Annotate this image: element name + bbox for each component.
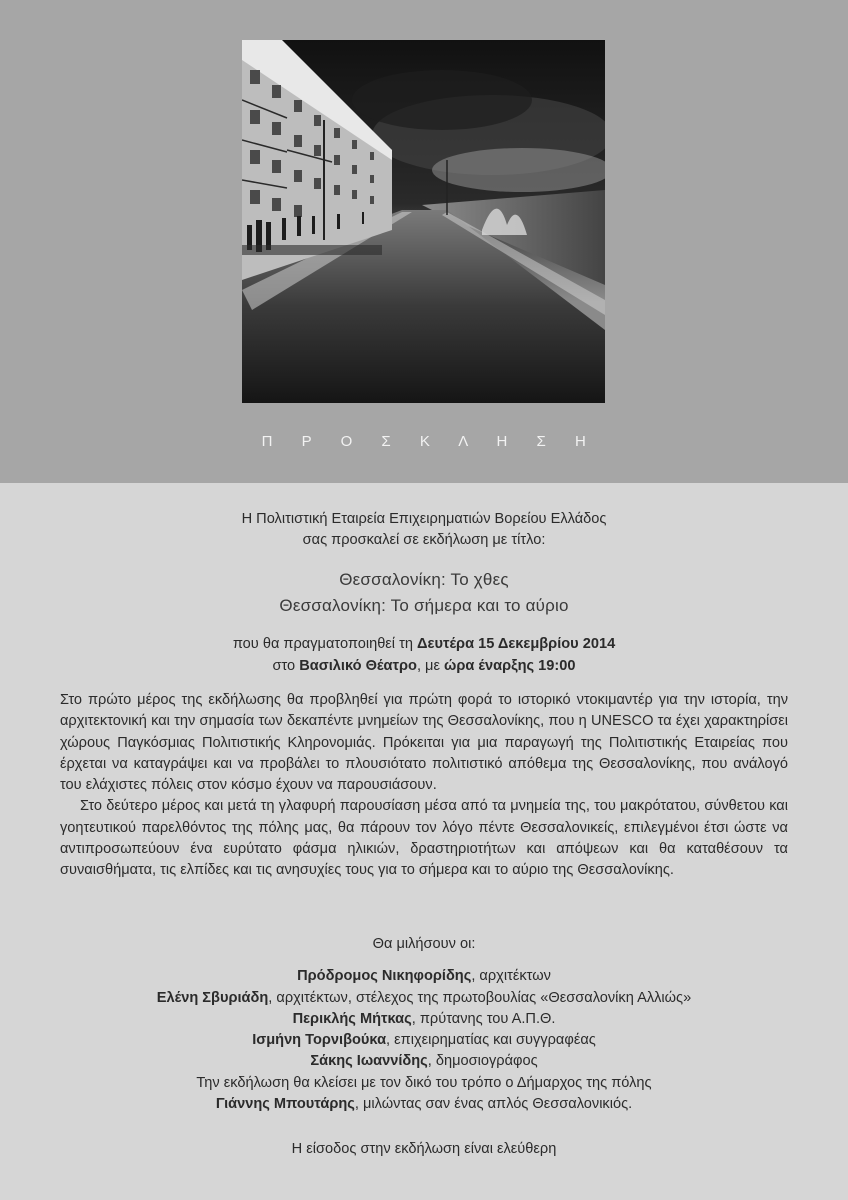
event-date-line xyxy=(0,633,848,655)
speaker-role: , αρχιτέκτων xyxy=(471,968,551,985)
speaker-name: Περικλής Μήτκας xyxy=(292,1010,412,1027)
header-band xyxy=(0,0,848,483)
invitation-body xyxy=(0,483,848,1200)
intro xyxy=(0,509,848,551)
speaker-name: Σάκης Ιωαννίδης xyxy=(310,1053,428,1070)
description-paragraph-2: Στο δεύτερο μέρος και μετά τη γλαφυρή παρουσίαση μέσα από τα μνημεία της, του μακρότατου, σύνθετου και γοητευτικού παρελθόντος της πόλης μας, θα πάρουν τον λόγο πέντε Θεσσαλονικείς, επιλεγμένοι έτσι ώστε να αντιπροσωπεύουν ένα ευρύτατο φάσμα ηλικιών, δραστηριοτήτων και απόψεων και θα καταθέσουν τα συναισθήματα, τις ελπίδες και τις ανησυχίες τους για το σήμερα και το αύριο της Θεσσαλονίκης. xyxy=(60,798,788,879)
closing-line: Την εκδήλωση θα κλείσει με τον δικό του τρόπο ο Δήμαρχος της πόλης xyxy=(196,1074,652,1091)
speaker-name: Ελένη Σβυριάδη xyxy=(156,989,269,1006)
mayor-name: Γιάννης Μπουτάρης xyxy=(215,1096,355,1113)
speaker-name: Πρόδρομος Νικηφορίδης xyxy=(297,968,472,985)
speaker-role: , αρχιτέκτων, στέλεχος της πρωτοβουλίας «Θεσσαλονίκη Αλλιώς» xyxy=(268,989,692,1006)
date-prefix: που θα πραγματοποιηθεί τη xyxy=(232,636,418,652)
event-title-1: Θεσσαλονίκη: Το χθες xyxy=(339,570,509,589)
event-venue-line xyxy=(0,655,848,677)
speaker-item xyxy=(0,1051,848,1072)
speaker-item xyxy=(0,966,848,987)
venue-prefix: στο xyxy=(272,658,300,674)
speakers xyxy=(0,934,848,1115)
event-when xyxy=(0,633,848,677)
description-paragraph-1: Στο πρώτο μέρος της εκδήλωσης θα προβληθεί για πρώτη φορά το ιστορικό ντοκιμαντέρ για την ιστορία, την αρχιτεκτονική και την σημασία των δεκαπέντε μνημείων της Θεσσαλονίκης, που η UNESCO τα έχει χαρακτηρίσει χώρους Παγκόσμιας Πολιτιστικής Κληρονομιάς. Πρόκειται για μια παραγωγή της Πολιτιστικής Εταιρείας που έρχεται να καταγράψει και να προβάλει το πλουσιότατο πολιτιστικό απόθεμα της Θεσσαλονίκης, που ανάλογό του ελάχιστες πόλεις στον κόσμο έχουν να παρουσιάσουν. xyxy=(60,692,788,794)
venue-mid: , με xyxy=(416,658,445,674)
speakers-heading: Θα μιλήσουν οι: xyxy=(372,936,476,952)
event-title-2: Θεσσαλονίκη: Το σήμερα και το αύριο xyxy=(279,596,569,615)
event-venue: Βασιλικό Θέατρο xyxy=(299,658,417,674)
free-entry-note: Η είσοδος στην εκδήλωση είναι ελεύθερη xyxy=(291,1141,557,1157)
mayor-line xyxy=(0,1094,848,1115)
invitation-heading: Π Ρ Ο Σ Κ Λ Η Σ Η xyxy=(261,433,599,450)
description xyxy=(60,690,788,882)
speaker-item xyxy=(0,1030,848,1051)
event-titles xyxy=(0,567,848,619)
speaker-role: , πρύτανης του Α.Π.Θ. xyxy=(411,1010,556,1027)
mayor-role: , μιλώντας σαν ένας απλός Θεσσαλονικιός. xyxy=(354,1096,633,1113)
intro-line-1: Η Πολιτιστική Εταιρεία Επιχειρηματιών Βορείου Ελλάδος xyxy=(241,511,607,527)
speaker-name: Ισμήνη Τορνιβούκα xyxy=(252,1032,387,1049)
speaker-item xyxy=(0,1009,848,1030)
event-date: Δευτέρα 15 Δεκεμβρίου 2014 xyxy=(417,636,616,652)
speaker-role: , δημοσιογράφος xyxy=(427,1053,538,1070)
seafront-photo xyxy=(242,40,605,403)
intro-line-2: σας προσκαλεί σε εκδήλωση με τίτλο: xyxy=(302,532,546,548)
speaker-role: , επιχειρηματίας και συγγραφέας xyxy=(386,1032,596,1049)
event-time: ώρα έναρξης 19:00 xyxy=(444,658,576,674)
speaker-item xyxy=(0,988,848,1009)
seafront-image xyxy=(242,40,605,403)
